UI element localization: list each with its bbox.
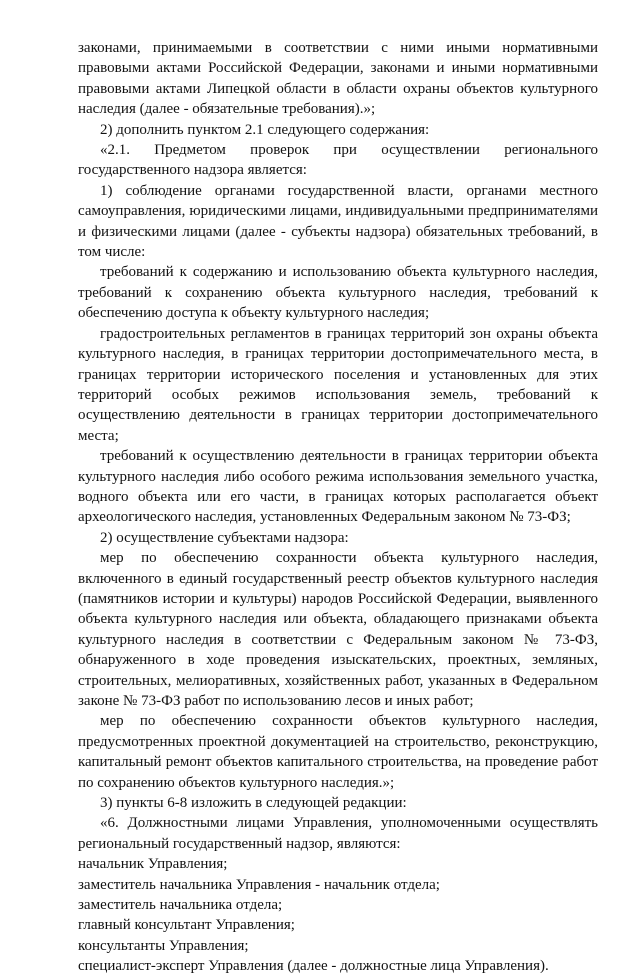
paragraph: 3) пункты 6-8 изложить в следующей редакции: xyxy=(100,795,407,812)
paragraph: законами, принимаемыми в соответствии с ними иными нормативными правовыми актами Российской Федерации, законами и иными нормативными правовыми актами Липецкой области в области охраны объектов культурного наследия (далее - обязательные требования).»; xyxy=(78,40,598,118)
paragraph: требований к содержанию и использованию объекта культурного наследия, требований к сохранению объекта культурного наследия, требований к обеспечению доступа к объекту культурного наследия; xyxy=(78,264,598,322)
paragraph: градостроительных регламентов в границах территорий зон охраны объекта культурного наследия, в границах территории достопримечательного места, в границах территории исторического поселения и установленных для этих территорий особых режимов использования земель, требований к осуществлению деятельности в границах территории достопримечательного места; xyxy=(78,325,598,444)
official-list-item: главный консультант Управления; xyxy=(78,917,295,934)
official-list-item: заместитель начальника Управления - начальник отдела; xyxy=(78,876,440,893)
official-list-item: заместитель начальника отдела; xyxy=(78,897,283,914)
paragraph: 2) осуществление субъектами надзора: xyxy=(100,529,349,546)
official-list-item: специалист-эксперт Управления (далее - должностные лица Управления). xyxy=(78,958,549,975)
official-list-item: начальник Управления; xyxy=(78,856,228,873)
document-body xyxy=(78,38,598,977)
paragraph: 2) дополнить пунктом 2.1 следующего содержания: xyxy=(100,121,430,138)
paragraph: «6. Должностными лицами Управления, уполномоченными осуществлять региональный государственный надзор, являются: xyxy=(78,815,598,852)
paragraph: 1) соблюдение органами государственной власти, органами местного самоуправления, юридическими лицами, индивидуальными предпринимателями и физическими лицами (далее - субъекты надзора) обязательных требований, в том числе: xyxy=(78,182,598,261)
paragraph: «2.1. Предметом проверок при осуществлении регионального государственного надзора является: xyxy=(78,142,598,179)
official-list-item: консультанты Управления; xyxy=(78,937,249,954)
paragraph: мер по обеспечению сохранности объекта культурного наследия, включенного в единый государственный реестр объектов культурного наследия (памятников истории и культуры) народов Российской Федерации, выявленного объекта культурного наследия или объекта, обладающего признаками объекта культурного наследия в соответствии с Федеральным законом № 73-ФЗ, обнаруженного в ходе проведения изыскательских, проектных, земляных, строительных, мелиоративных, хозяйственных работ, указанных в Федеральном законе № 73-ФЗ работ по использованию лесов и иных работ; xyxy=(78,550,598,709)
paragraph: мер по обеспечению сохранности объектов культурного наследия, предусмотренных проектной документацией на строительство, реконструкцию, капитальный ремонт объектов капитального строительства, на проведение работ по сохранению объектов культурного наследия.»; xyxy=(78,713,598,791)
paragraph: требований к осуществлению деятельности в границах территории объекта культурного наследия либо особого режима использования земельного участка, водного объекта или его части, в границах которых располагается объект археологического наследия, установленных Федеральным законом № 73-ФЗ; xyxy=(78,448,598,526)
